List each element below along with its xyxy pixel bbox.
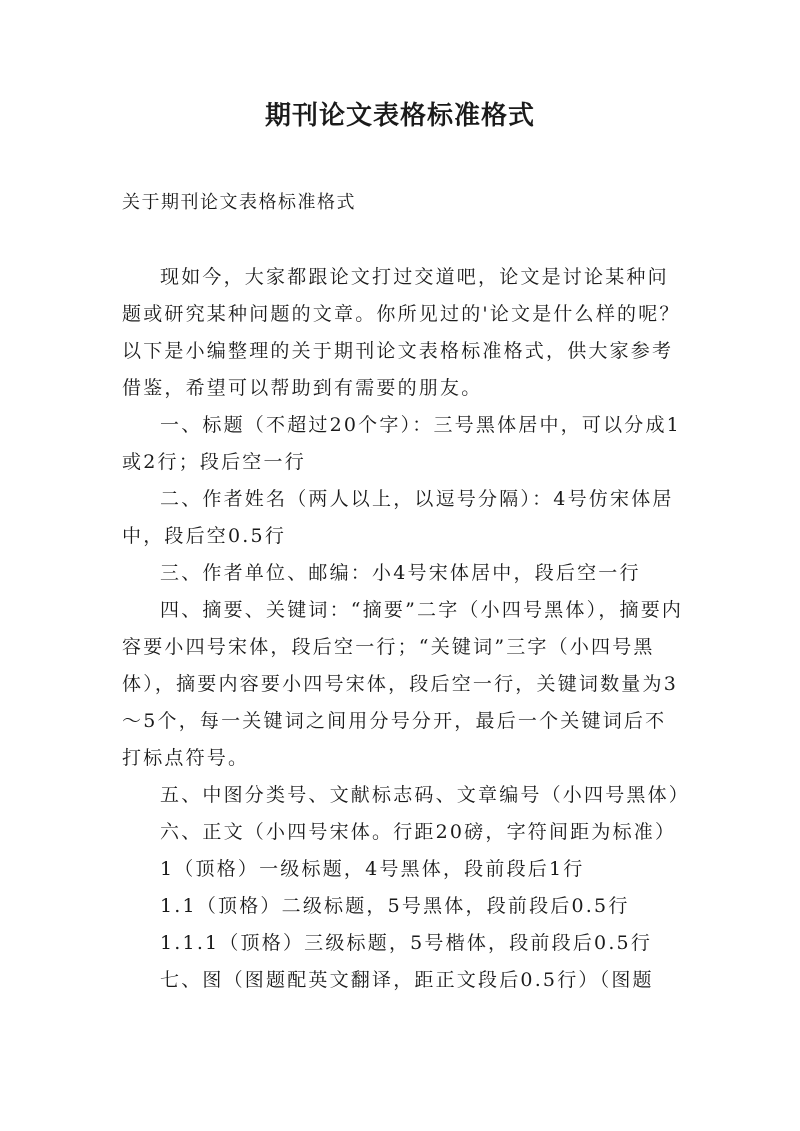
body-paragraph-title-rule: 一、标题（不超过20个字）：三号黑体居中，可以分成1或2行；段后空一行: [122, 414, 681, 473]
body-paragraph-abstract-rule: 四、摘要、关键词：“摘要”二字（小四号黑体），摘要内容要小四号宋体，段后空一行；“关键词”三字（小四号黑体），摘要内容要小四号宋体，段后空一行，关键词数量为3～5个，每一关键词之间用分号分开，最后一个关键词后不打标点符号。: [122, 599, 684, 769]
body-paragraph-main-text-rule: 六、正文（小四号宋体。行距20磅，字符间距为标准）: [160, 821, 677, 843]
body-paragraph-author-rule: 二、作者姓名（两人以上，以逗号分隔）：4号仿宋体居中，段后空0.5行: [122, 488, 674, 547]
body-paragraph-heading-level-1: 1（顶格）一级标题，4号黑体，段前段后1行: [160, 858, 585, 880]
document-subtitle: 关于期刊论文表格标准格式: [122, 192, 356, 213]
body-paragraph-heading-level-2: 1.1（顶格）二级标题，5号黑体，段前段后0.5行: [160, 895, 630, 917]
body-paragraph-heading-level-3: 1.1.1（顶格）三级标题，5号楷体，段前段后0.5行: [160, 932, 653, 954]
body-paragraph-affiliation-rule: 三、作者单位、邮编：小4号宋体居中，段后空一行: [160, 562, 641, 584]
body-paragraph-classification-rule: 五、中图分类号、文献标志码、文章编号（小四号黑体）: [160, 784, 691, 806]
body-paragraph-intro: 现如今，大家都跟论文打过交道吧，论文是讨论某种问题或研究某种问题的文章。你所见过的'论文是什么样的呢？以下是小编整理的关于期刊论文表格标准格式，供大家参考借鉴，希望可以帮助到有需要的朋友。: [122, 266, 681, 399]
document-body: [122, 259, 691, 999]
body-paragraph-figure-rule: 七、图（图题配英文翻译，距正文段后0.5行）（图题: [160, 969, 654, 991]
document-title: 期刊论文表格标准格式: [264, 101, 535, 131]
